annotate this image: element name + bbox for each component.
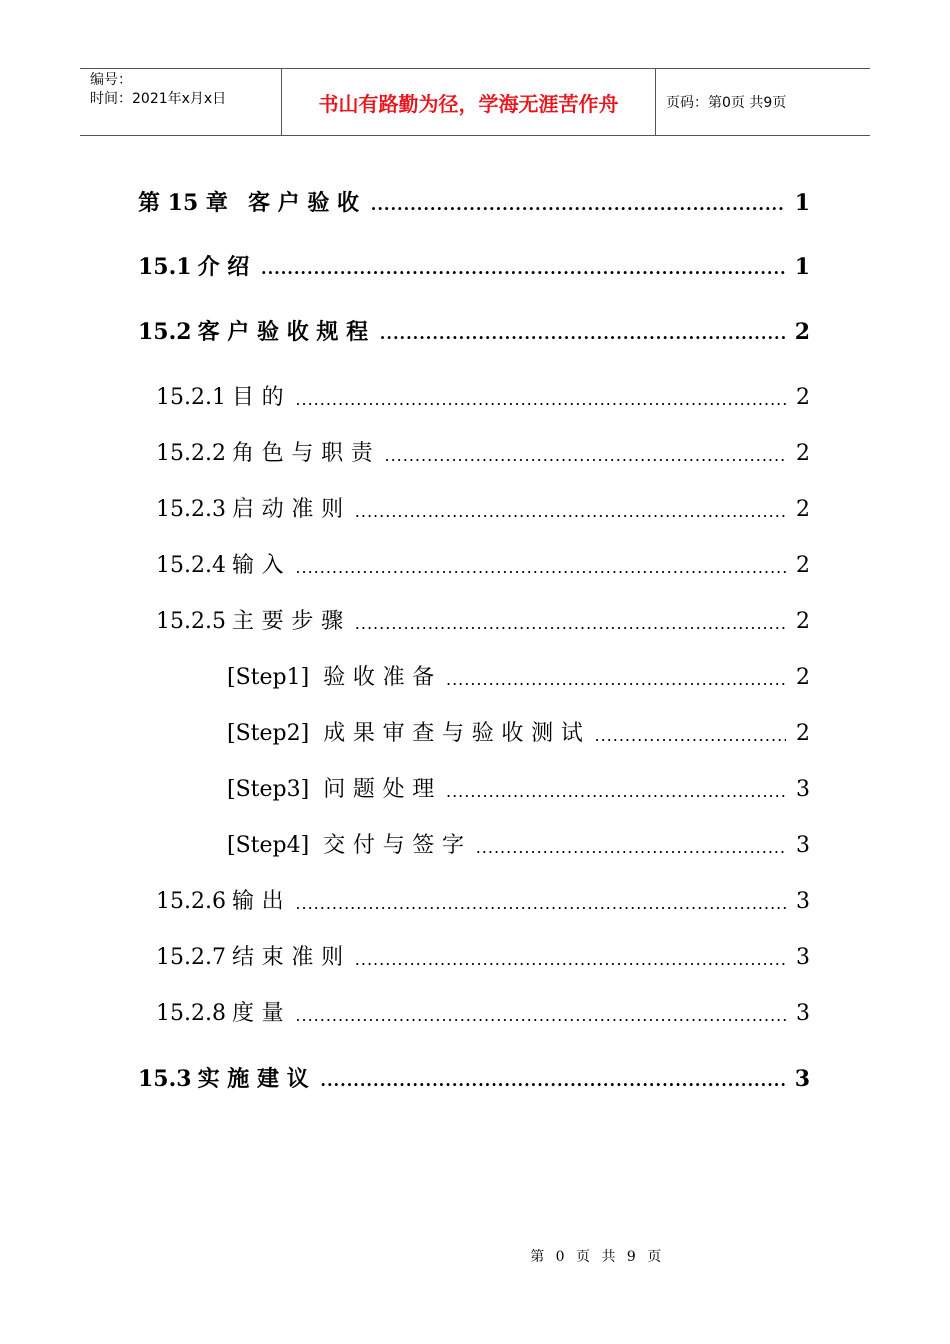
number-label: 编号： bbox=[90, 72, 132, 88]
document-header bbox=[80, 68, 870, 136]
header-page-info: 页码：第0页 共9页 bbox=[666, 95, 787, 111]
toc-entry[interactable] bbox=[156, 607, 810, 637]
toc-entry-title: 目的 bbox=[231, 385, 292, 410]
toc-entry[interactable] bbox=[138, 188, 810, 218]
toc-entry-number: 第 15 章 bbox=[138, 190, 228, 216]
toc-entry-page: 2 bbox=[796, 665, 810, 690]
toc-entry-number: 15.2.2 bbox=[156, 441, 226, 466]
toc-entry-number: [Step2] bbox=[227, 721, 310, 746]
toc-entry-number: 15.1 bbox=[138, 254, 192, 280]
toc-entry-page: 2 bbox=[796, 385, 810, 410]
toc-leader-dots bbox=[355, 499, 786, 525]
toc-entry-title: 主要步骤 bbox=[231, 609, 351, 634]
toc-entry-number: 15.2.5 bbox=[156, 609, 226, 634]
toc-entry-page: 3 bbox=[796, 777, 810, 802]
toc-entry-title: 验收准备 bbox=[323, 665, 442, 690]
toc-entry-number: 15.2 bbox=[138, 319, 192, 345]
toc-entry-title: 介绍 bbox=[197, 254, 257, 280]
toc-entry-title: 交付与签字 bbox=[323, 833, 472, 858]
header-motto-cell bbox=[282, 69, 656, 135]
toc-entry-number: 15.2.7 bbox=[156, 945, 226, 970]
toc-entry[interactable] bbox=[138, 317, 810, 347]
toc-entry-page: 2 bbox=[796, 609, 810, 634]
toc-entry[interactable] bbox=[156, 999, 810, 1029]
toc-leader-dots bbox=[476, 835, 786, 861]
toc-entry-page: 2 bbox=[796, 441, 810, 466]
toc-entry-title: 输出 bbox=[231, 889, 292, 914]
toc-entry[interactable] bbox=[156, 439, 810, 469]
toc-entry-page: 2 bbox=[794, 319, 810, 345]
toc-entry-page: 3 bbox=[796, 889, 810, 914]
motto-text: 书山有路勤为径，学海无涯苦作舟 bbox=[318, 91, 619, 116]
toc-entry-number: 15.2.3 bbox=[156, 497, 226, 522]
toc-entry-page: 2 bbox=[796, 553, 810, 578]
toc-entry-number: 15.2.6 bbox=[156, 889, 226, 914]
toc-leader-dots bbox=[385, 443, 787, 469]
page-footer: 第 0 页 共 9 页 bbox=[530, 1249, 665, 1265]
toc-entry[interactable] bbox=[138, 252, 810, 282]
toc-leader-dots bbox=[261, 256, 786, 282]
toc-leader-dots bbox=[295, 1003, 786, 1029]
toc-entry-page: 3 bbox=[796, 833, 810, 858]
toc-entry-title: 客户验收 bbox=[247, 190, 367, 216]
toc-entry[interactable] bbox=[227, 719, 810, 749]
toc-entry[interactable] bbox=[227, 663, 810, 693]
toc-entry[interactable] bbox=[156, 383, 810, 413]
toc-entry-page: 2 bbox=[796, 497, 810, 522]
toc-entry[interactable] bbox=[227, 831, 810, 861]
toc-leader-dots bbox=[380, 321, 786, 347]
toc-leader-dots bbox=[295, 555, 786, 581]
toc-entry[interactable] bbox=[138, 1064, 810, 1094]
toc-entry-title: 问题处理 bbox=[323, 777, 442, 802]
toc-leader-dots bbox=[295, 387, 786, 413]
toc-entry-title: 实施建议 bbox=[197, 1066, 317, 1092]
toc-entry-number: [Step4] bbox=[227, 833, 310, 858]
toc-entry-title: 成果审查与验收测试 bbox=[323, 721, 591, 746]
toc-entry-page: 2 bbox=[796, 721, 810, 746]
toc-entry[interactable] bbox=[156, 887, 810, 917]
header-meta-cell bbox=[80, 69, 282, 135]
toc-entry-page: 3 bbox=[796, 945, 810, 970]
toc-entry[interactable] bbox=[156, 551, 810, 581]
toc-entry-title: 客户验收规程 bbox=[197, 319, 376, 345]
toc-entry-page: 3 bbox=[796, 1001, 810, 1026]
toc-leader-dots bbox=[446, 779, 786, 805]
toc-entry-number: 15.3 bbox=[138, 1066, 192, 1092]
toc-entry-number: 15.2.8 bbox=[156, 1001, 226, 1026]
toc-entry-title: 输入 bbox=[231, 553, 292, 578]
toc-leader-dots bbox=[355, 947, 786, 973]
toc-leader-dots bbox=[320, 1068, 786, 1094]
toc-entry[interactable] bbox=[156, 943, 810, 973]
toc-entry-title: 度量 bbox=[231, 1001, 292, 1026]
toc-entry-number: 15.2.4 bbox=[156, 553, 226, 578]
time-label: 时间：2021年x月x日 bbox=[90, 91, 227, 107]
toc-entry-title: 结束准则 bbox=[231, 945, 351, 970]
toc-entry[interactable] bbox=[156, 495, 810, 525]
toc-leader-dots bbox=[446, 667, 786, 693]
toc-entry-page: 3 bbox=[794, 1066, 810, 1092]
toc-leader-dots bbox=[371, 192, 786, 218]
toc-entry-title: 角色与职责 bbox=[231, 441, 381, 466]
toc-entry[interactable] bbox=[227, 775, 810, 805]
toc-entry-number: [Step1] bbox=[227, 665, 310, 690]
toc-entry-number: [Step3] bbox=[227, 777, 310, 802]
toc-entry-title: 启动准则 bbox=[231, 497, 351, 522]
toc-entry-page: 1 bbox=[794, 190, 810, 216]
toc-leader-dots bbox=[595, 723, 787, 749]
toc-leader-dots bbox=[295, 891, 786, 917]
toc-entry-page: 1 bbox=[794, 254, 810, 280]
toc-entry-number: 15.2.1 bbox=[156, 385, 226, 410]
toc-leader-dots bbox=[355, 611, 786, 637]
